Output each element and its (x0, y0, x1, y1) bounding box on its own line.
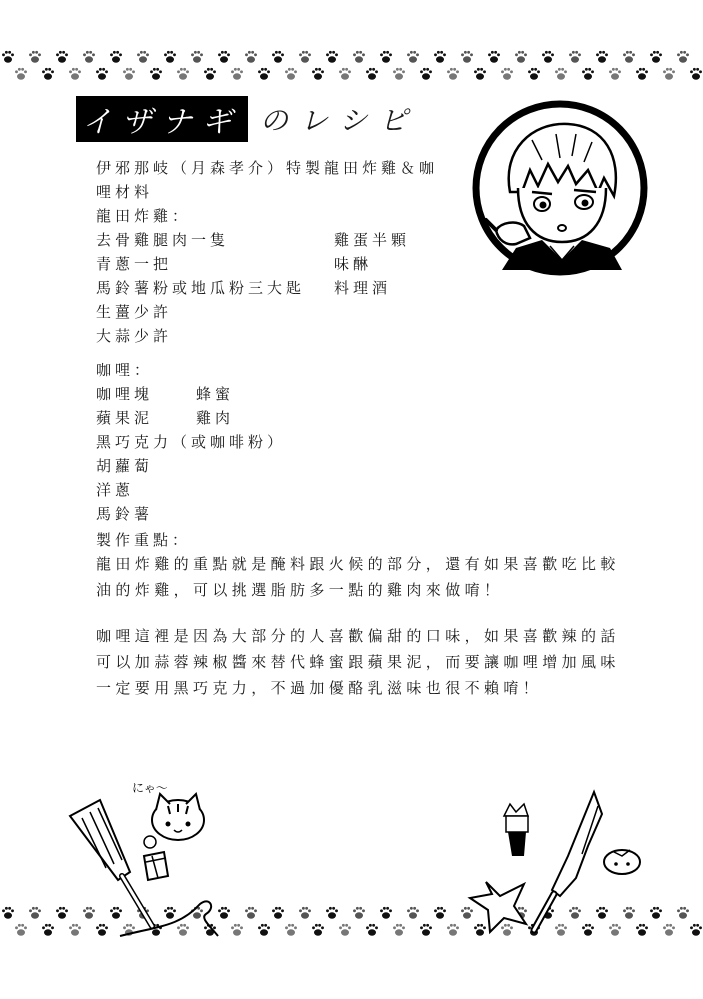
spatula-cat-doodle (60, 776, 230, 946)
paw-print-icon (299, 51, 311, 63)
paw-print-icon (366, 68, 378, 80)
character-portrait-illustration (472, 100, 648, 276)
paw-print-icon (137, 51, 149, 63)
paw-print-icon (2, 907, 14, 919)
paw-print-icon (690, 68, 702, 80)
paw-print-icon (339, 68, 351, 80)
paw-print-icon (353, 907, 365, 919)
paw-print-icon (96, 68, 108, 80)
paw-print-icon (245, 907, 257, 919)
paw-print-icon (177, 68, 189, 80)
tips-paragraph-1: 龍田炸雞的重點就是醃料跟火候的部分，還有如果喜歡吃比較油的炸雞，可以挑選脂肪多一點的雞肉來做唷！ (96, 555, 620, 599)
paw-print-icon (677, 51, 689, 63)
paw-print-icon (150, 68, 162, 80)
curry-ingredients (96, 358, 286, 526)
paw-print-icon (2, 51, 14, 63)
intro-line: 哩材料 (96, 183, 154, 201)
paw-print-icon (15, 924, 27, 936)
paw-print-icon (393, 68, 405, 80)
paw-print-icon (326, 51, 338, 63)
tatsuta-ingredients (96, 204, 305, 348)
paw-print-icon (420, 68, 432, 80)
tatsuta-ingredients-right (334, 228, 410, 300)
paw-print-icon (299, 907, 311, 919)
cat-caption: にゃ〜 (132, 781, 168, 795)
paw-print-icon (272, 51, 284, 63)
paw-print-icon (447, 924, 459, 936)
paw-print-icon (245, 51, 257, 63)
paw-print-icon (474, 68, 486, 80)
paw-print-icon (663, 924, 675, 936)
paw-print-icon (218, 51, 230, 63)
paw-print-icon (191, 51, 203, 63)
paw-print-icon (488, 51, 500, 63)
paw-print-icon (677, 907, 689, 919)
paw-print-icon (569, 51, 581, 63)
paw-print-icon (231, 924, 243, 936)
ingredient-item: 料理酒 (334, 279, 392, 297)
paw-print-icon (83, 51, 95, 63)
paw-print-icon (231, 68, 243, 80)
paw-print-icon (420, 924, 432, 936)
paw-print-icon (285, 924, 297, 936)
ingredient-item: 大蒜少許 (96, 327, 173, 345)
paw-print-icon (542, 51, 554, 63)
paw-print-icon (15, 68, 27, 80)
paw-print-icon (258, 924, 270, 936)
paw-print-icon (366, 924, 378, 936)
paw-print-icon (380, 907, 392, 919)
ingredient-item: 馬鈴薯 (96, 505, 154, 523)
tips-heading-block (96, 528, 191, 552)
paw-print-icon (434, 907, 446, 919)
intro-line: 伊邪那岐（月森孝介）特製龍田炸雞＆咖 (96, 159, 439, 177)
ingredient-item: 蘋果泥 (96, 409, 154, 427)
ingredient-item: 蜂蜜 (196, 385, 235, 403)
knife-star-doodle (464, 786, 654, 936)
ingredient-item: 雞肉 (196, 409, 235, 427)
paw-print-icon (312, 924, 324, 936)
paw-print-icon (123, 68, 135, 80)
ingredient-item: 味醂 (334, 255, 373, 273)
recipe-title (76, 96, 419, 142)
paw-print-icon (690, 924, 702, 936)
ingredient-item: 雞蛋半顆 (334, 231, 411, 249)
tatsuta-heading: 龍田炸雞： (96, 207, 192, 225)
ingredient-item: 黑巧克力（或咖啡粉） (96, 433, 287, 451)
ingredient-item: 馬鈴薯粉或地瓜粉三大匙 (96, 279, 306, 297)
tips-paragraph-2: 咖哩這裡是因為大部分的人喜歡偏甜的口味，如果喜歡辣的話可以加蒜蓉辣椒醬來替代蜂蜜跟蘋果泥，而要讓咖哩增加風味一定要用黑巧克力，不過加優酪乳滋味也很不賴唷！ (96, 627, 620, 697)
paw-print-icon (258, 68, 270, 80)
paw-print-icon (555, 68, 567, 80)
paw-print-icon (407, 51, 419, 63)
paw-print-icon (609, 68, 621, 80)
ingredient-item: 生薑少許 (96, 303, 173, 321)
paw-print-icon (29, 51, 41, 63)
paw-print-icon (29, 907, 41, 919)
paw-print-icon (623, 51, 635, 63)
paw-print-icon (56, 51, 68, 63)
title-highlight: イザナギ (76, 96, 248, 142)
intro (96, 156, 438, 204)
paw-print-icon (204, 68, 216, 80)
ingredient-item: 咖哩塊 (96, 385, 154, 403)
paw-print-icon (312, 68, 324, 80)
ingredient-item: 胡蘿蔔 (96, 457, 154, 475)
paw-print-icon (407, 907, 419, 919)
ingredient-item: 去骨雞腿肉一隻 (96, 231, 230, 249)
paw-print-icon (326, 907, 338, 919)
paw-print-border-top (0, 46, 703, 86)
ingredient-item: 洋蔥 (96, 481, 135, 499)
paw-print-icon (636, 68, 648, 80)
paw-print-icon (42, 924, 54, 936)
paw-print-icon (582, 68, 594, 80)
paw-print-icon (353, 51, 365, 63)
paw-print-icon (501, 68, 513, 80)
paw-print-icon (663, 68, 675, 80)
paw-print-icon (515, 51, 527, 63)
paw-print-icon (596, 51, 608, 63)
paw-print-icon (110, 51, 122, 63)
paw-print-icon (285, 68, 297, 80)
paw-print-icon (447, 68, 459, 80)
curry-heading: 咖哩： (96, 361, 154, 379)
paw-print-icon (461, 51, 473, 63)
paw-print-icon (434, 51, 446, 63)
ingredient-item: 青蔥一把 (96, 255, 173, 273)
paw-print-icon (393, 924, 405, 936)
paw-print-icon (272, 907, 284, 919)
paw-print-icon (164, 51, 176, 63)
paw-print-icon (528, 68, 540, 80)
tips-heading: 製作重點： (96, 531, 192, 549)
paw-print-icon (650, 51, 662, 63)
curry-ingredients-right (196, 382, 234, 430)
title-rest: のレシピ (260, 104, 420, 137)
paw-print-icon (69, 68, 81, 80)
paw-print-icon (380, 51, 392, 63)
paw-print-icon (42, 68, 54, 80)
paw-print-icon (339, 924, 351, 936)
